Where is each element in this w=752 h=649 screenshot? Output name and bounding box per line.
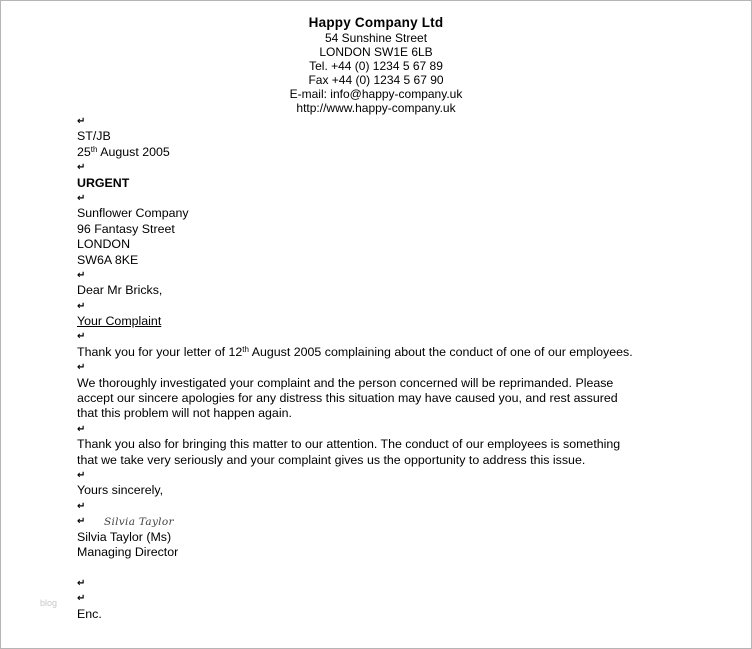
blank-line [77,422,697,437]
urgent-label: URGENT [77,175,130,190]
paragraph-2-line: accept our sincere apologies for any distress this situation may have caused you, and rest assured [77,391,618,406]
blank-line [77,591,697,606]
letterhead [0,14,752,115]
paragraph-3-line: Thank you also for bringing this matter to our attention. The conduct of our employees is something [77,437,621,452]
watermark: blog [40,598,58,608]
paragraph-mark-icon: ↵ [77,577,86,589]
paragraph-mark-icon: ↵ [77,269,86,281]
blank-line [77,560,697,575]
signature: Silvia Taylor [104,516,174,529]
blank-line [77,114,697,129]
closing: Yours sincerely, [77,483,164,498]
subject-line: Your Complaint [77,314,162,329]
blank-line [77,329,697,344]
paragraph-mark-icon: ↵ [77,162,86,174]
recipient-name: Sunflower Company [77,206,189,221]
paragraph-mark-icon: ↵ [77,331,86,343]
blank-line [77,499,697,514]
paragraph-mark-icon: ↵ [77,300,86,312]
paragraph-mark-icon: ↵ [77,516,86,528]
signature-line [77,514,697,529]
company-name: Happy Company Ltd [308,15,444,30]
blank-line [77,468,697,483]
blank-line [77,160,697,175]
blank-line [77,191,697,206]
blank-line [77,268,697,283]
letter-body [77,114,697,622]
paragraph-1-suffix: th [242,344,249,354]
paragraph-mark-icon: ↵ [77,500,86,512]
company-city: LONDON SW1E 6LB [319,45,433,59]
date-day: 25 [77,144,91,159]
date-rest: August 2005 [97,144,170,159]
company-fax: Fax +44 (0) 1234 5 67 90 [308,73,444,87]
company-email: E-mail: info@happy-company.uk [289,87,463,101]
letter-date [77,145,697,160]
company-tel: Tel. +44 (0) 1234 5 67 89 [309,59,443,73]
blank-line [77,299,697,314]
signatory-name: Silvia Taylor (Ms) [77,529,172,544]
blank-line [77,360,697,375]
company-street: 54 Sunshine Street [324,31,428,45]
paragraph-mark-icon: ↵ [77,192,86,204]
blank-line [77,576,697,591]
recipient-city: LONDON [77,237,131,252]
paragraph-mark-icon: ↵ [77,423,86,435]
paragraph-mark-icon: ↵ [77,593,86,605]
paragraph-mark-icon: ↵ [77,362,86,374]
reference: ST/JB [77,129,111,144]
recipient-street: 96 Fantasy Street [77,221,175,236]
paragraph-2-line: We thoroughly investigated your complaint and the person concerned will be reprimanded. Please [77,375,614,390]
paragraph-1-text-end: August 2005 complaining about the conduct of one of our employees. [248,344,633,359]
signatory-title: Managing Director [77,544,179,559]
salutation: Dear Mr Bricks, [77,283,163,298]
paragraph-1-text: Thank you for your letter of 12 [77,344,243,359]
date-suffix: th [90,144,98,154]
paragraph-mark-icon: ↵ [77,116,86,127]
paragraph-1 [77,345,697,360]
enclosure: Enc. [77,606,102,621]
paragraph-2-line: that this problem will not happen again. [77,406,292,421]
paragraph-mark-icon: ↵ [77,469,86,481]
recipient-postcode: SW6A 8KE [77,252,139,267]
paragraph-3-line: that we take very seriously and your complaint gives us the opportunity to address this issue. [77,452,586,467]
company-web: http://www.happy-company.uk [296,101,456,115]
